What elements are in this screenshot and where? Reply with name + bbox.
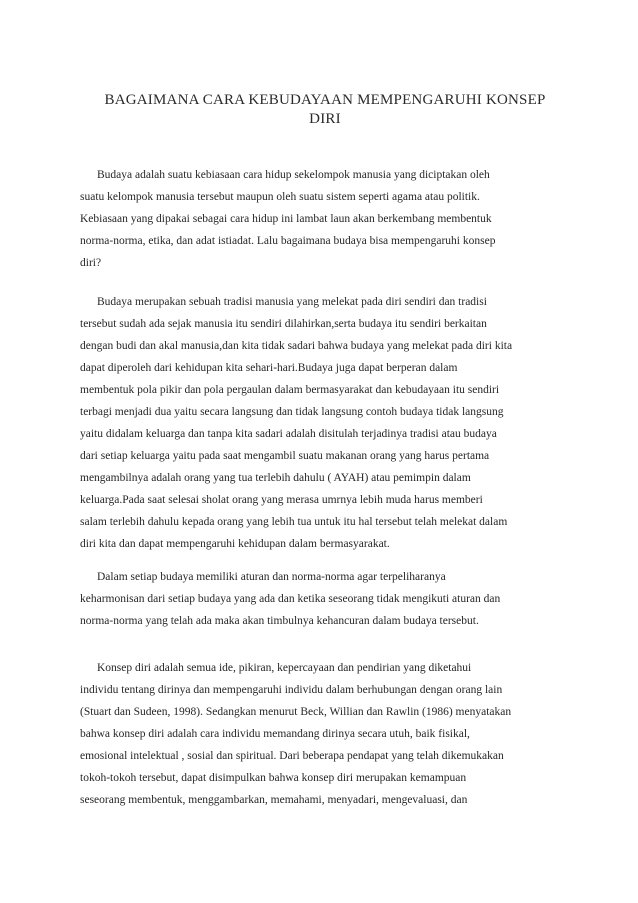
text-line: dapat diperoleh dari kehidupan kita sehari-hari.Budaya juga dapat berperan dalam — [80, 362, 458, 374]
text-line: tersebut sudah ada sejak manusia itu sendiri dilahirkan,serta budaya itu sendiri berkaitan — [80, 318, 487, 330]
text-line: bahwa konsep diri adalah cara individu memandang dirinya secara utuh, baik fisikal, — [80, 728, 470, 740]
text-line: seseorang membentuk, menggambarkan, memahami, menyadari, mengevaluasi, dan — [80, 794, 468, 806]
text-line: suatu kelompok manusia tersebut maupun oleh suatu sistem seperti agama atau politik. — [80, 191, 480, 203]
text-line: diri kita dan dapat mempengaruhi kehidupan dalam bermasyarakat. — [80, 538, 390, 550]
text-line: salam terlebih dahulu kepada orang yang lebih tua untuk itu hal tersebut telah melekat dalam — [80, 516, 508, 528]
text-line: terbagi menjadi dua yaitu secara langsung dan tidak langsung contoh budaya tidak langsung — [80, 406, 504, 418]
text-line: tokoh-tokoh tersebut, dapat disimpulkan bahwa konsep diri merupakan kemampuan — [80, 772, 467, 784]
text-line: membentuk pola pikir dan pola pergaulan dalam bermasyarakat dan kebudayaan itu sendiri — [80, 384, 500, 396]
text-line: diri? — [80, 257, 102, 269]
text-line: Konsep diri adalah semua ide, pikiran, kepercayaan dan pendirian yang diketahui — [97, 662, 472, 674]
title-line: BAGAIMANA CARA KEBUDAYAAN MEMPENGARUHI KONSEP — [104, 92, 546, 108]
paragraph-2 — [80, 291, 560, 555]
text-line: keharmonisan dari setiap budaya yang ada dan ketika seseorang tidak mengikuti aturan dan — [80, 593, 501, 605]
text-line: dari setiap keluarga yaitu pada saat mengambil suatu makanan orang yang harus pertama — [80, 450, 490, 462]
title-line: DIRI — [309, 111, 341, 127]
text-line: Budaya adalah suatu kebiasaan cara hidup sekelompok manusia yang diciptakan oleh — [97, 169, 490, 181]
document-title — [80, 91, 570, 129]
text-line: norma-norma yang telah ada maka akan timbulnya kehancuran dalam budaya tersebut. — [80, 615, 479, 627]
text-line: Dalam setiap budaya memiliki aturan dan norma-norma agar terpeliharanya — [97, 571, 446, 583]
paragraph-3 — [80, 566, 560, 632]
text-line: norma-norma, etika, dan adat istiadat. Lalu bagaimana budaya bisa mempengaruhi konsep — [80, 235, 496, 247]
text-line: emosional intelektual , sosial dan spiritual. Dari beberapa pendapat yang telah dikemukakan — [80, 750, 504, 762]
text-line: Kebiasaan yang dipakai sebagai cara hidup ini lambat laun akan berkembang membentuk — [80, 213, 492, 225]
text-line: Budaya merupakan sebuah tradisi manusia yang melekat pada diri sendiri dan tradisi — [97, 296, 487, 308]
text-line: keluarga.Pada saat selesai sholat orang yang merasa umrnya lebih muda harus memberi — [80, 494, 483, 506]
paragraph-4 — [80, 657, 560, 811]
text-line: (Stuart dan Sudeen, 1998). Sedangkan menurut Beck, Willian dan Rawlin (1986) menyatakan — [80, 706, 512, 718]
text-line: mengambilnya adalah orang yang tua terlebih dahulu ( AYAH) atau pemimpin dalam — [80, 472, 471, 484]
text-line: yaitu didalam keluarga dan tanpa kita sadari adalah disitulah terjadinya tradisi atau budaya — [80, 428, 497, 440]
paragraph-1 — [80, 164, 560, 274]
text-line: individu tentang dirinya dan mempengaruhi individu dalam berhubungan dengan orang lain — [80, 684, 503, 696]
text-line: dengan budi dan akal manusia,dan kita tidak sadari bahwa budaya yang melekat pada diri kita — [80, 340, 513, 352]
